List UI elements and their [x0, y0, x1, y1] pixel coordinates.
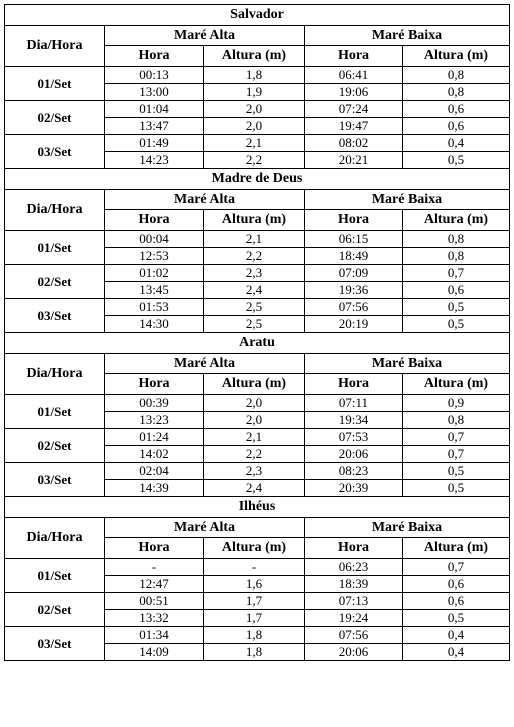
alta-altura-cell: 2,2 [204, 248, 305, 265]
alta-altura-cell: 2,5 [204, 316, 305, 333]
table-row [5, 265, 510, 282]
day-label: 02/Set [5, 593, 105, 627]
alta-hora-cell: 00:13 [105, 67, 204, 84]
baixa-altura-cell: 0,7 [403, 446, 510, 463]
baixa-hora-cell: 19:36 [305, 282, 403, 299]
alta-altura-header: Altura (m) [204, 374, 305, 395]
table-row [5, 627, 510, 644]
day-label: 02/Set [5, 101, 105, 135]
alta-altura-cell: 2,2 [204, 446, 305, 463]
table-row [5, 67, 510, 84]
alta-altura-cell: 1,8 [204, 644, 305, 661]
alta-altura-cell: 1,9 [204, 84, 305, 101]
baixa-altura-cell: 0,5 [403, 299, 510, 316]
day-label: 03/Set [5, 463, 105, 497]
baixa-altura-cell: 0,4 [403, 627, 510, 644]
baixa-hora-header: Hora [305, 46, 403, 67]
alta-altura-cell: 1,7 [204, 593, 305, 610]
group-header-row [5, 518, 510, 538]
alta-hora-cell: 01:24 [105, 429, 204, 446]
alta-hora-cell: - [105, 559, 204, 576]
dia-hora-header: Dia/Hora [5, 26, 105, 67]
alta-hora-header: Hora [105, 374, 204, 395]
location-title: Aratu [5, 333, 510, 354]
alta-altura-cell: 2,0 [204, 395, 305, 412]
baixa-altura-cell: 0,9 [403, 395, 510, 412]
baixa-hora-cell: 07:56 [305, 627, 403, 644]
location-title-row [5, 497, 510, 518]
alta-altura-cell: 2,1 [204, 135, 305, 152]
alta-altura-cell: 2,0 [204, 101, 305, 118]
baixa-hora-cell: 19:06 [305, 84, 403, 101]
baixa-hora-cell: 07:24 [305, 101, 403, 118]
alta-hora-cell: 14:02 [105, 446, 204, 463]
mare-alta-header: Maré Alta [105, 518, 305, 538]
tide-table [4, 4, 510, 661]
baixa-altura-cell: 0,5 [403, 316, 510, 333]
baixa-hora-cell: 20:21 [305, 152, 403, 169]
tide-table-body [5, 5, 510, 661]
baixa-altura-cell: 0,7 [403, 559, 510, 576]
table-row [5, 231, 510, 248]
alta-hora-cell: 02:04 [105, 463, 204, 480]
baixa-hora-cell: 18:49 [305, 248, 403, 265]
dia-hora-header: Dia/Hora [5, 354, 105, 395]
baixa-altura-cell: 0,6 [403, 576, 510, 593]
alta-hora-cell: 13:32 [105, 610, 204, 627]
baixa-hora-cell: 08:02 [305, 135, 403, 152]
alta-altura-cell: 2,5 [204, 299, 305, 316]
alta-hora-cell: 01:53 [105, 299, 204, 316]
baixa-hora-header: Hora [305, 374, 403, 395]
alta-hora-header: Hora [105, 210, 204, 231]
baixa-hora-cell: 07:53 [305, 429, 403, 446]
baixa-altura-cell: 0,5 [403, 480, 510, 497]
group-header-row [5, 26, 510, 46]
alta-hora-cell: 13:47 [105, 118, 204, 135]
mare-baixa-header: Maré Baixa [305, 190, 510, 210]
alta-hora-cell: 12:47 [105, 576, 204, 593]
mare-alta-header: Maré Alta [105, 26, 305, 46]
baixa-hora-cell: 20:39 [305, 480, 403, 497]
alta-altura-cell: 2,4 [204, 480, 305, 497]
table-row [5, 559, 510, 576]
baixa-altura-cell: 0,6 [403, 282, 510, 299]
baixa-hora-cell: 20:06 [305, 644, 403, 661]
baixa-hora-header: Hora [305, 210, 403, 231]
baixa-altura-cell: 0,7 [403, 429, 510, 446]
alta-altura-cell: 2,1 [204, 231, 305, 248]
baixa-hora-cell: 20:19 [305, 316, 403, 333]
alta-hora-cell: 14:39 [105, 480, 204, 497]
alta-altura-cell: 2,3 [204, 463, 305, 480]
alta-hora-cell: 13:23 [105, 412, 204, 429]
alta-altura-cell: 1,8 [204, 67, 305, 84]
table-row [5, 101, 510, 118]
alta-altura-cell: 1,8 [204, 627, 305, 644]
baixa-altura-cell: 0,6 [403, 593, 510, 610]
table-row [5, 593, 510, 610]
table-row [5, 429, 510, 446]
alta-hora-cell: 14:30 [105, 316, 204, 333]
baixa-altura-header: Altura (m) [403, 538, 510, 559]
alta-altura-header: Altura (m) [204, 46, 305, 67]
table-row [5, 395, 510, 412]
alta-hora-cell: 00:51 [105, 593, 204, 610]
alta-altura-cell: 1,7 [204, 610, 305, 627]
alta-hora-cell: 01:04 [105, 101, 204, 118]
baixa-altura-header: Altura (m) [403, 210, 510, 231]
baixa-hora-cell: 07:09 [305, 265, 403, 282]
baixa-hora-cell: 19:34 [305, 412, 403, 429]
baixa-hora-header: Hora [305, 538, 403, 559]
baixa-altura-cell: 0,8 [403, 412, 510, 429]
alta-altura-cell: 2,0 [204, 412, 305, 429]
location-title-row [5, 5, 510, 26]
baixa-altura-cell: 0,5 [403, 152, 510, 169]
baixa-hora-cell: 06:23 [305, 559, 403, 576]
baixa-hora-cell: 20:06 [305, 446, 403, 463]
baixa-altura-cell: 0,8 [403, 248, 510, 265]
table-row [5, 463, 510, 480]
baixa-hora-cell: 06:41 [305, 67, 403, 84]
baixa-hora-cell: 07:56 [305, 299, 403, 316]
mare-alta-header: Maré Alta [105, 354, 305, 374]
mare-baixa-header: Maré Baixa [305, 26, 510, 46]
baixa-altura-cell: 0,6 [403, 101, 510, 118]
baixa-altura-cell: 0,4 [403, 135, 510, 152]
alta-hora-cell: 00:39 [105, 395, 204, 412]
group-header-row [5, 190, 510, 210]
group-header-row [5, 354, 510, 374]
day-label: 01/Set [5, 559, 105, 593]
alta-hora-header: Hora [105, 46, 204, 67]
baixa-altura-cell: 0,7 [403, 265, 510, 282]
alta-altura-cell: - [204, 559, 305, 576]
baixa-altura-header: Altura (m) [403, 374, 510, 395]
day-label: 03/Set [5, 627, 105, 661]
baixa-hora-cell: 08:23 [305, 463, 403, 480]
baixa-altura-cell: 0,4 [403, 644, 510, 661]
alta-hora-cell: 14:23 [105, 152, 204, 169]
alta-hora-cell: 14:09 [105, 644, 204, 661]
alta-altura-header: Altura (m) [204, 210, 305, 231]
alta-hora-cell: 13:00 [105, 84, 204, 101]
location-title: Salvador [5, 5, 510, 26]
mare-baixa-header: Maré Baixa [305, 518, 510, 538]
baixa-altura-cell: 0,5 [403, 610, 510, 627]
day-label: 03/Set [5, 299, 105, 333]
location-title-row [5, 169, 510, 190]
alta-hora-cell: 01:34 [105, 627, 204, 644]
alta-altura-cell: 1,6 [204, 576, 305, 593]
baixa-hora-cell: 07:11 [305, 395, 403, 412]
day-label: 03/Set [5, 135, 105, 169]
alta-altura-cell: 2,3 [204, 265, 305, 282]
location-title-row [5, 333, 510, 354]
baixa-altura-cell: 0,6 [403, 118, 510, 135]
day-label: 02/Set [5, 429, 105, 463]
baixa-altura-cell: 0,8 [403, 84, 510, 101]
alta-hora-cell: 01:02 [105, 265, 204, 282]
baixa-hora-cell: 18:39 [305, 576, 403, 593]
baixa-hora-cell: 19:24 [305, 610, 403, 627]
location-title: Ilhéus [5, 497, 510, 518]
day-label: 02/Set [5, 265, 105, 299]
dia-hora-header: Dia/Hora [5, 190, 105, 231]
location-title: Madre de Deus [5, 169, 510, 190]
alta-hora-cell: 13:45 [105, 282, 204, 299]
baixa-altura-cell: 0,8 [403, 67, 510, 84]
day-label: 01/Set [5, 67, 105, 101]
alta-altura-cell: 2,4 [204, 282, 305, 299]
table-row [5, 299, 510, 316]
alta-altura-cell: 2,2 [204, 152, 305, 169]
mare-alta-header: Maré Alta [105, 190, 305, 210]
table-row [5, 135, 510, 152]
day-label: 01/Set [5, 231, 105, 265]
baixa-altura-header: Altura (m) [403, 46, 510, 67]
baixa-hora-cell: 19:47 [305, 118, 403, 135]
baixa-altura-cell: 0,5 [403, 463, 510, 480]
baixa-hora-cell: 06:15 [305, 231, 403, 248]
day-label: 01/Set [5, 395, 105, 429]
alta-altura-cell: 2,0 [204, 118, 305, 135]
alta-hora-cell: 12:53 [105, 248, 204, 265]
alta-hora-header: Hora [105, 538, 204, 559]
alta-altura-cell: 2,1 [204, 429, 305, 446]
alta-hora-cell: 00:04 [105, 231, 204, 248]
mare-baixa-header: Maré Baixa [305, 354, 510, 374]
baixa-altura-cell: 0,8 [403, 231, 510, 248]
alta-altura-header: Altura (m) [204, 538, 305, 559]
dia-hora-header: Dia/Hora [5, 518, 105, 559]
alta-hora-cell: 01:49 [105, 135, 204, 152]
baixa-hora-cell: 07:13 [305, 593, 403, 610]
